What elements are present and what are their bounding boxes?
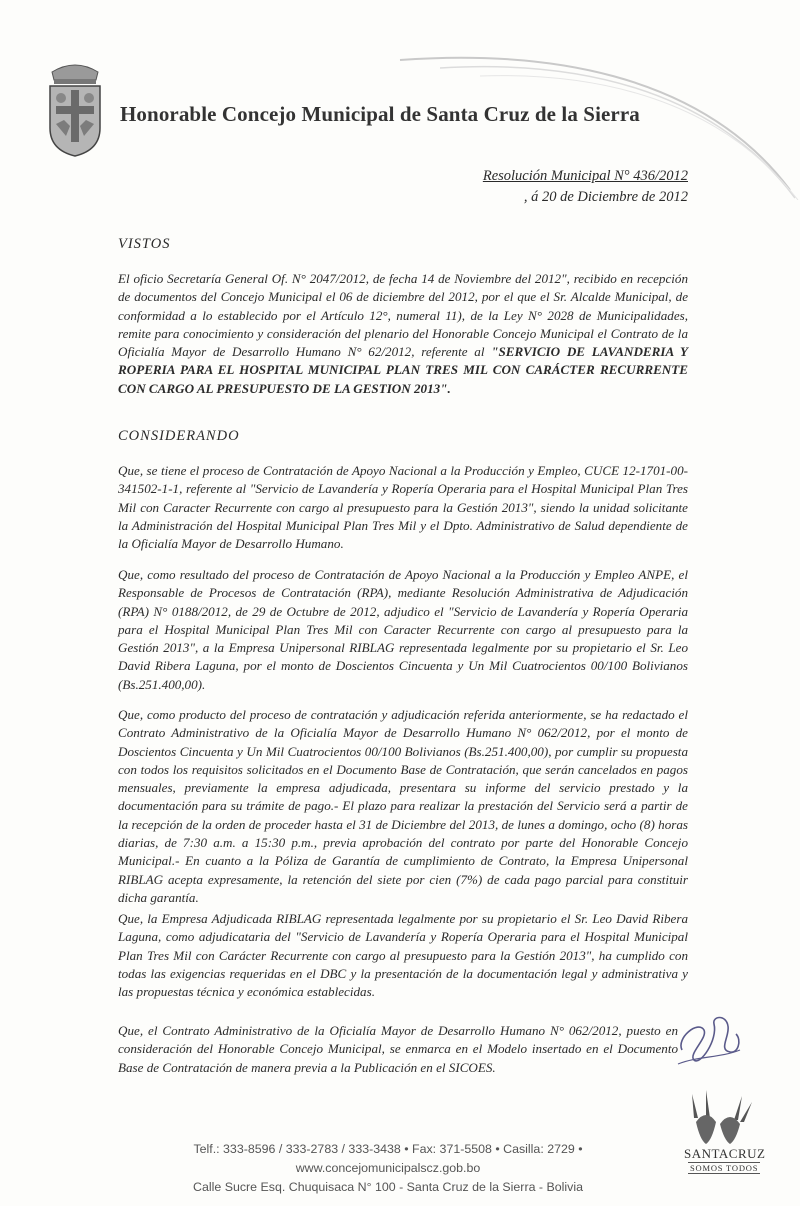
considerando-paragraph-5: Que, el Contrato Administrativo de la Oficialía Mayor de Desarrollo Humano N° 062/2012, puesto en consideración del Honorable Concejo Municipal, se enmarca en el Modelo insertado en el Documento Base de Contratación de manera previa a la Publicación en el SICOES. [118, 1023, 678, 1075]
footer-line-1: Telf.: 333-8596 / 333-2783 / 333-3438 • Fax: 371-5508 • Casilla: 2729 • www.concejomunicipalscz.gob.bo [193, 1142, 583, 1175]
vistos-text: El oficio Secretaría General Of. N° 2047/2012, de fecha 14 de Noviembre del 2012", recibido en recepción de documentos del Concejo Municipal el 06 de diciembre del 2012, por el que el Sr. Alcalde Municipal, de conformidad a lo establecido por el Artículo 12°, numeral 11), de la Ley N° 2028 de Municipalidades, remite para conocimiento y consideración del plenario del Honorable Concejo Municipal el Contrato de la Oficialía Mayor de Desarrollo Humano N° 62/2012, referente al [118, 271, 688, 360]
footer-contact [108, 1140, 668, 1197]
vistos-paragraph [118, 270, 688, 398]
considerando-paragraph-1: Que, se tiene el proceso de Contratación de Apoyo Nacional a la Producción y Empleo, CUCE 12-1701-00-341502-1-1, referente al "Servicio de Lavandería y Ropería Operaria para el Hospital Municipal Plan Tres Mil con Caracter Recurrente con cargo al presupuesto para la Gestión 2013", siendo la unidad solicitante la Administración del Hospital Municipal Plan Tres Mil y el Dpto. Administrativo de Salud dependiente de la Oficialía Mayor de Desarrollo Humano. [118, 463, 688, 552]
vistos-heading: VISTOS [118, 236, 171, 252]
vistos-service-title: "SERVICIO DE LAVANDERIA Y ROPERIA PARA EL HOSPITAL MUNICIPAL PLAN TRES MIL CON CARÁCTER RECURRENTE CON CARGO AL PRESUPUESTO DE LA GESTION 2013". [118, 344, 689, 396]
considerando-paragraph-4: Que, la Empresa Adjudicada RIBLAG representada legalmente por su propietario el Sr. Leo David Ribera Laguna, como adjudicataria del "Servicio de Lavandería y Ropería Operaria para el Hospital Municipal Plan Tres Mil con Carácter Recurrente con cargo al presupuesto para la Gestión 2013", ha cumplido con todas las exigencias requeridas en el DBC y la presentación de la documentación legal y administrativa y las propuestas técnica y económica establecidas. [118, 911, 688, 1000]
resolution-block [483, 166, 688, 208]
signature-icon [668, 1010, 748, 1072]
council-name-heading: Honorable Concejo Municipal de Santa Cruz de la Sierra [120, 102, 640, 126]
resolution-number: Resolución Municipal N° 436/2012 [482, 168, 688, 184]
footer-line-2: Calle Sucre Esq. Chuquisaca N° 100 - Santa Cruz de la Sierra - Bolivia [193, 1180, 583, 1194]
santa-cruz-logo-subtitle: SOMOS TODOS [690, 1163, 759, 1173]
considerando-heading: CONSIDERANDO [118, 428, 240, 444]
coat-of-arms-icon [44, 58, 106, 158]
considerando-paragraph-3: Que, como producto del proceso de contratación y adjudicación referida anteriormente, se ha redactado el Contrato Administrativo de la Oficialía Mayor de Desarrollo Humano N° 062/2012, por el monto de Doscientos Cincuenta y Un Mil Cuatrocientos 00/100 Bolivianos (Bs.251.400,00), por cumplir su propuesta con todos los requisitos solicitados en el Documento Base de Contratación, que serán cancelados en pagos mensuales, previamente la empresa adjudicada, presentara su informe del servicio prestado y la documentación para su trámite de pago.- El plazo para realizar la prestación del Servicio será a partir de la recepción de la orden de proceder hasta el 31 de Diciembre del 2013, de lunes a domingo, ocho (8) horas diarias, de 7:30 a.m. a 15:30 p.m., previa aprobación del contrato por parte del Honorable Concejo Municipal.- En cuanto a la Póliza de Garantía de cumplimiento de Contrato, la Empresa Unipersonal RIBLAG acepta expresamente, la retención del siete por cien (7%) de cada pago parcial para constituir dicha garantía. [118, 707, 688, 905]
resolution-date: , á 20 de Diciembre de 2012 [523, 189, 688, 205]
santa-cruz-logo-title: SANTACRUZ [684, 1146, 766, 1161]
considerando-paragraph-2: Que, como resultado del proceso de Contratación de Apoyo Nacional a la Producción y Empleo ANPE, el Responsable de Procesos de Contratación (RPA), mediante Resolución Administrativa de Adjudicación (RPA) N° 0188/2012, de 29 de Octubre de 2012, adjudico el "Servicio de Lavandería y Ropería Operaria para el Hospital Municipal Plan Tres Mil con Caracter Recurrente con cargo al presupuesto para la Gestión 2013", a la Empresa Unipersonal RIBLAG representada legalmente por su propietario el Sr. Leo David Ribera Laguna, por el monto de Doscientos Cincuenta y Un Mil Cuatrocientos 00/100 Bolivianos (Bs.251.400,00). [118, 567, 688, 692]
